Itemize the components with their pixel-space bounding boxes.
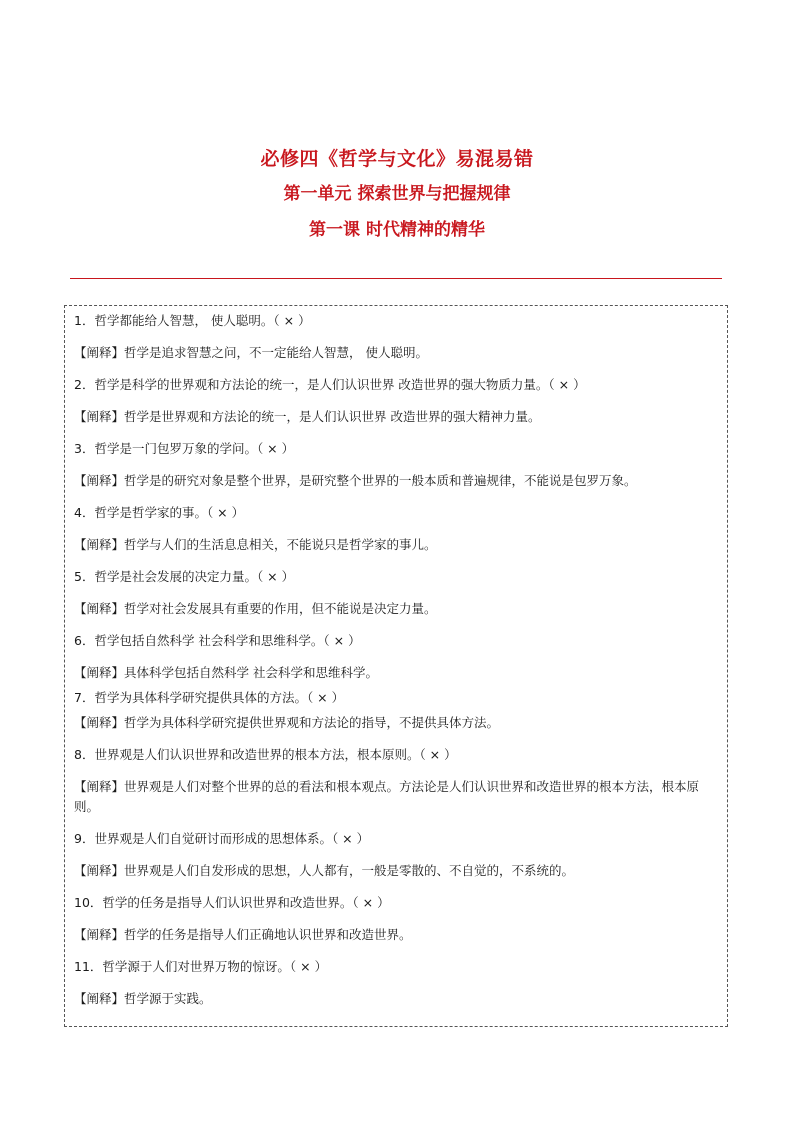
- question-4: 4．哲学是哲学家的事。（ × ）: [74, 505, 245, 520]
- explanation-5: 【阐释】哲学对社会发展具有重要的作用，但不能说是决定力量。: [74, 601, 437, 616]
- explanation-4: 【阐释】哲学与人们的生活息息相关，不能说只是哲学家的事儿。: [74, 537, 437, 552]
- explanation-8: 【阐释】世界观是人们对整个世界的总的看法和根本观点。方法论是人们认识世界和改造世界的根本方法，根本原则。: [74, 779, 700, 814]
- question-5: 5．哲学是社会发展的决定力量。（ × ）: [74, 569, 295, 584]
- unit-title: 第一单元 探索世界与把握规律: [283, 184, 511, 204]
- explanation-10: 【阐释】哲学的任务是指导人们正确地认识世界和改造世界。: [74, 927, 412, 942]
- explanation-3: 【阐释】哲学是的研究对象是整个世界，是研究整个世界的一般本质和普遍规律，不能说是包罗万象。: [74, 473, 637, 488]
- page-title: 必修四《哲学与文化》易混易错: [260, 148, 534, 170]
- explanation-7: 【阐释】哲学为具体科学研究提供世界观和方法论的指导，不提供具体方法。: [74, 715, 500, 730]
- document-header: [0, 142, 794, 248]
- question-6: 6．哲学包括自然科学 社会科学和思维科学。（ × ）: [74, 633, 361, 648]
- content-box: [64, 305, 728, 1027]
- question-2: 2．哲学是科学的世界观和方法论的统一，是人们认识世界 改造世界的强大物质力量。（ × ）: [74, 377, 586, 392]
- question-7: 7．哲学为具体科学研究提供具体的方法。（ × ）: [74, 690, 345, 705]
- lesson-title: 第一课 时代精神的精华: [309, 220, 485, 240]
- question-10: 10．哲学的任务是指导人们认识世界和改造世界。（ × ）: [74, 895, 390, 910]
- question-3: 3．哲学是一门包罗万象的学问。（ × ）: [74, 441, 295, 456]
- explanation-2: 【阐释】哲学是世界观和方法论的统一，是人们认识世界 改造世界的强大精神力量。: [74, 409, 541, 424]
- question-11: 11．哲学源于人们对世界万物的惊讶。（ × ）: [74, 959, 328, 974]
- explanation-9: 【阐释】世界观是人们自发形成的思想，人人都有，一般是零散的、不自觉的，不系统的。: [74, 863, 575, 878]
- question-1: 1．哲学都能给人智慧， 使人聪明。（ × ）: [74, 313, 311, 328]
- explanation-1: 【阐释】哲学是追求智慧之问，不一定能给人智慧， 使人聪明。: [74, 345, 428, 360]
- question-9: 9．世界观是人们自觉研讨而形成的思想体系。（ × ）: [74, 831, 370, 846]
- header-divider: [70, 278, 722, 279]
- question-8: 8．世界观是人们认识世界和改造世界的根本方法，根本原则。（ × ）: [74, 747, 457, 762]
- explanation-11: 【阐释】哲学源于实践。: [74, 991, 212, 1006]
- explanation-6: 【阐释】具体科学包括自然科学 社会科学和思维科学。: [74, 665, 378, 680]
